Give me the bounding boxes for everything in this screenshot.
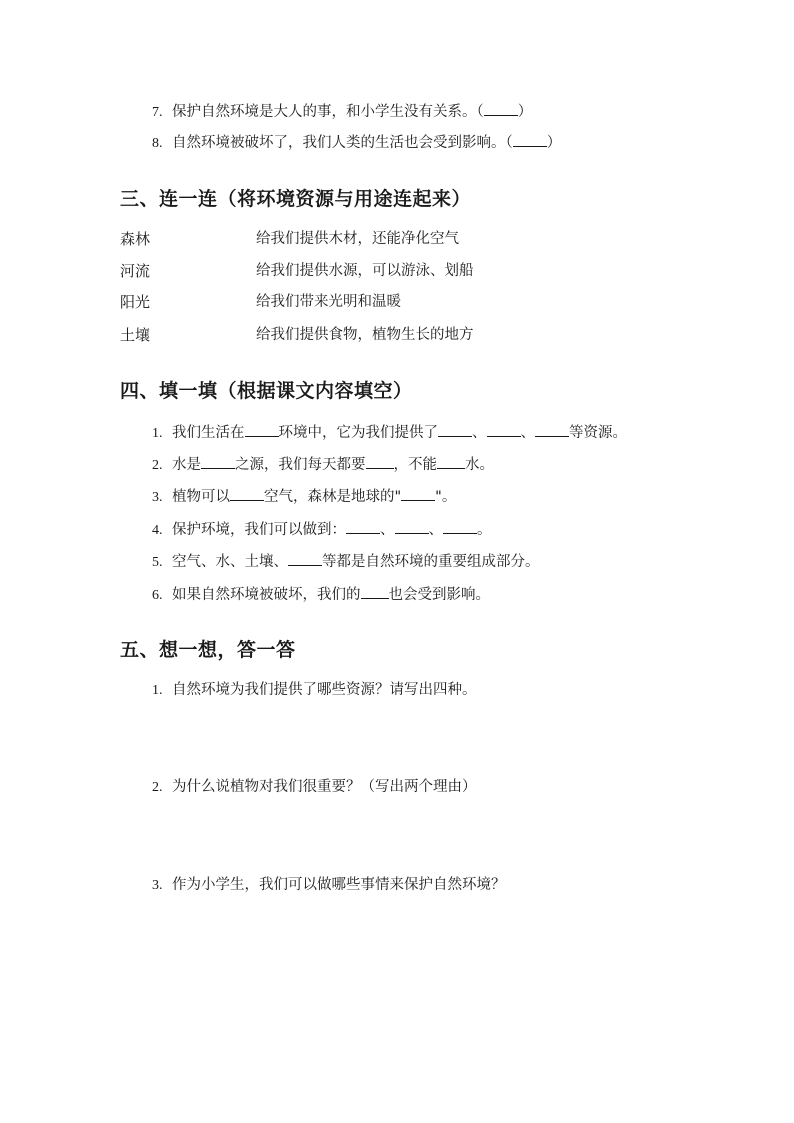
section-4-title: 四、填一填（根据课文内容填空） [120,380,413,402]
item-close: ） [546,135,562,151]
fill-blank[interactable] [535,422,569,437]
item-text-part: ，不能 [393,457,437,473]
question-text: 为什么说植物对我们很重要？（写出两个理由） [172,779,477,795]
item-number: 1. [152,426,163,441]
fill-blank[interactable] [487,422,521,437]
fill-blank[interactable] [230,486,264,501]
judge-item-7 [152,101,532,123]
fill-blank[interactable] [201,454,235,469]
item-text-part: 、 [380,522,395,538]
item-text: 自然环境被破坏了，我们人类的生活也会受到影响。（ [172,135,513,151]
item-number: 7. [152,105,163,120]
match-left-item[interactable]: 森林 [120,230,151,248]
section-3-title: 三、连一连（将环境资源与用途连起来） [120,188,472,210]
item-text-part: 等资源。 [569,425,627,441]
item-text-part: 我们生活在 [172,425,245,441]
item-text-part: 、 [520,425,535,441]
question-2 [152,777,477,798]
fill-blank[interactable] [437,454,465,469]
item-number: 1. [152,683,163,698]
judge-item-8 [152,132,561,154]
question-text: 作为小学生，我们可以做哪些事情来保护自然环境？ [172,877,506,893]
item-text-part: 如果自然环境被破坏，我们的 [172,587,361,603]
item-text-part: 空气，森林是地球的" [264,489,402,505]
item-text-part: 水是 [172,457,201,473]
answer-blank[interactable] [513,132,547,147]
fill-item-4 [152,519,492,541]
match-left-item[interactable]: 土壤 [120,326,151,344]
fill-blank[interactable] [245,422,279,437]
fill-blank[interactable] [366,454,394,469]
item-number: 5. [152,555,163,570]
item-text: 保护自然环境是大人的事，和小学生没有关系。（ [172,104,484,120]
fill-blank[interactable] [395,519,429,534]
match-right-item[interactable]: 给我们提供木材，还能净化空气 [256,231,459,247]
fill-item-6 [152,584,490,606]
item-text-part: 水。 [465,457,494,473]
item-number: 6. [152,588,163,603]
item-text-part: 植物可以 [172,489,230,505]
match-right-item[interactable]: 给我们带来光明和温暖 [256,294,401,310]
match-right-item[interactable]: 给我们提供食物，植物生长的地方 [256,327,474,343]
question-3 [152,875,506,896]
fill-blank[interactable] [346,519,380,534]
question-text: 自然环境为我们提供了哪些资源？请写出四种。 [172,682,477,698]
item-number: 2. [152,780,163,795]
item-number: 3. [152,490,163,505]
item-text-part: 空气、水、土壤、 [172,554,288,570]
fill-item-2 [152,454,494,476]
item-text-part: 等都是自然环境的重要组成部分。 [322,554,540,570]
item-number: 4. [152,523,163,538]
question-1 [152,680,477,701]
item-number: 8. [152,136,163,151]
fill-blank[interactable] [438,422,472,437]
match-left-item[interactable]: 阳光 [120,293,151,311]
match-right-item[interactable]: 给我们提供水源，可以游泳、划船 [256,263,474,279]
answer-blank[interactable] [484,101,518,116]
item-text-part: 环境中，它为我们提供了 [278,425,438,441]
item-text-part: 之源，我们每天都要 [235,457,366,473]
fill-blank[interactable] [401,486,435,501]
item-text-part: 。 [477,522,492,538]
item-number: 3. [152,878,163,893]
item-text-part: 、 [472,425,487,441]
section-5-title: 五、想一想，答一答 [120,639,296,661]
item-number: 2. [152,458,163,473]
fill-item-1 [152,422,627,444]
item-text-part: 、 [428,522,443,538]
item-close: ） [517,104,533,120]
fill-blank[interactable] [361,584,389,599]
item-text-part: "。 [435,489,457,505]
item-text-part: 保护环境，我们可以做到： [172,522,346,538]
fill-blank[interactable] [288,551,322,566]
item-text-part: 也会受到影响。 [388,587,490,603]
fill-blank[interactable] [443,519,477,534]
fill-item-3 [152,486,456,508]
match-left-item[interactable]: 河流 [120,262,151,280]
fill-item-5 [152,551,540,573]
